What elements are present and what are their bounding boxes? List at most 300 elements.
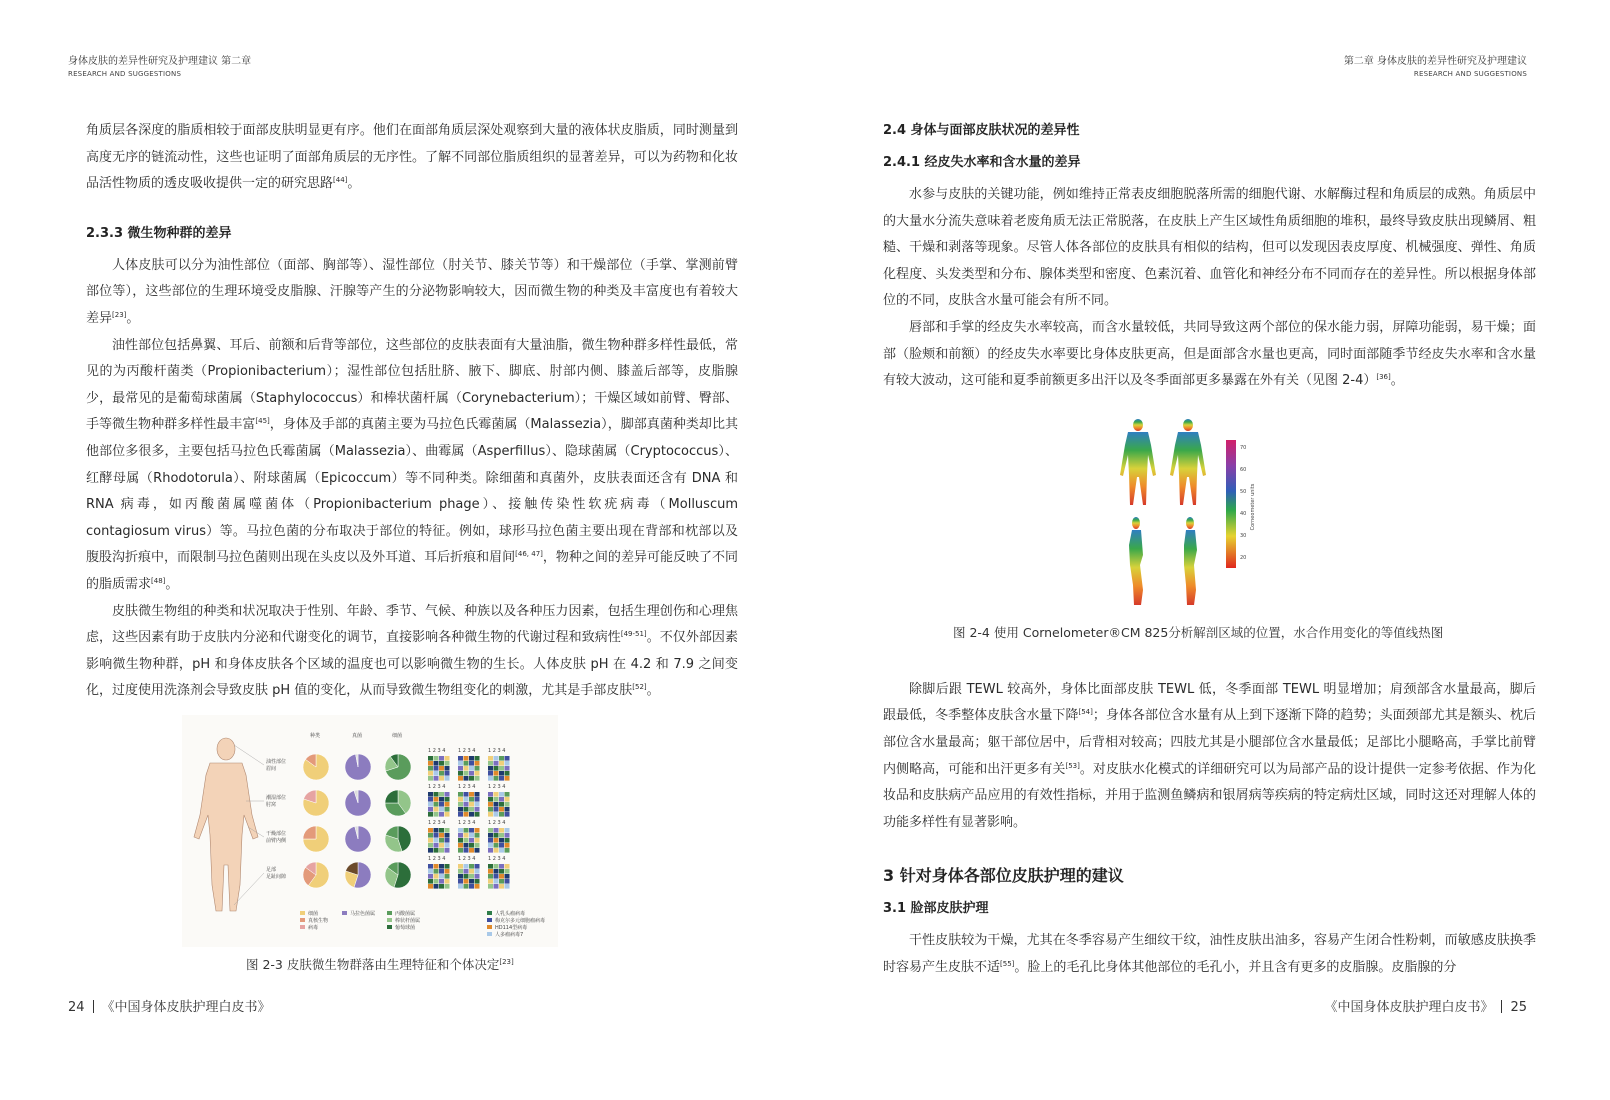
page-footer	[1324, 996, 1527, 1015]
heatmap-cell	[434, 771, 439, 776]
pie-chart	[345, 790, 371, 816]
figure-caption: 图 2-3 皮肤微生物群落由生理特征和个体决定[23]	[246, 956, 514, 972]
heatmap-cell	[428, 864, 433, 869]
heatmap-cell	[475, 797, 480, 802]
heatmap-cell	[469, 761, 474, 766]
heatmap-cell	[469, 812, 474, 817]
heatmap-cell	[475, 843, 480, 848]
heatmap-cell	[434, 776, 439, 781]
citation[interactable]: [52]	[632, 683, 647, 692]
section-heading: 2.4 身体与面部皮肤状况的差异性	[883, 123, 1080, 138]
heatmap-cell	[494, 807, 499, 812]
site-sub-label: 前臂内侧	[266, 837, 287, 844]
heatmap-cell	[445, 874, 450, 879]
side-body-map-right	[1184, 517, 1197, 605]
heatmap-cell	[464, 756, 469, 761]
page-footer	[68, 996, 271, 1015]
heatmap-cell	[464, 864, 469, 869]
heatmap-cell	[439, 771, 444, 776]
heatmap-cell	[439, 756, 444, 761]
heatmap-cell	[505, 843, 510, 848]
heatmap-column-label: 1 2 3 4	[458, 819, 476, 826]
heatmap-cell	[439, 828, 444, 833]
heatmap-cell	[499, 833, 504, 838]
heatmap-cell	[469, 884, 474, 889]
heatmap-cell	[445, 869, 450, 874]
heatmap-cell	[475, 792, 480, 797]
heatmap-cell	[488, 874, 493, 879]
heatmap-cell	[505, 833, 510, 838]
heatmap-cell	[428, 828, 433, 833]
heatmap-cell	[494, 884, 499, 889]
heatmap-cell	[439, 812, 444, 817]
heatmap-column-label: 1 2 3 4	[428, 855, 446, 862]
heatmap-cell	[434, 869, 439, 874]
heatmap-column-label: 1 2 3 4	[458, 855, 476, 862]
heatmap-cell	[428, 792, 433, 797]
heatmap-cell	[475, 848, 480, 853]
heatmap-cell	[499, 792, 504, 797]
scale-label: Corneometer units	[1250, 483, 1256, 531]
heatmap-cell	[458, 766, 463, 771]
heatmap-cell	[434, 884, 439, 889]
heatmap-cell	[494, 771, 499, 776]
heatmap-column-label: 1 2 3 4	[488, 855, 506, 862]
footer-divider	[1501, 1000, 1502, 1013]
heatmap-cell	[445, 776, 450, 781]
heatmap-cell	[458, 776, 463, 781]
heatmap-cell	[488, 864, 493, 869]
citation[interactable]: [23]	[112, 310, 127, 319]
heatmap-cell	[458, 838, 463, 843]
heatmap-cell	[505, 884, 510, 889]
heatmap-cell	[475, 874, 480, 879]
heatmap-cell	[464, 802, 469, 807]
heatmap-cell	[428, 797, 433, 802]
heatmap-cell	[428, 884, 433, 889]
heatmap-cell	[445, 879, 450, 884]
color-scale-bar	[1226, 440, 1236, 568]
column-header: 真菌	[352, 732, 363, 739]
legend-label: 真核生物	[308, 917, 329, 924]
heatmap-cell	[475, 869, 480, 874]
heatmap-cell	[505, 756, 510, 761]
citation[interactable]: [45]	[255, 417, 270, 426]
legend-label: 马拉色菌属	[350, 910, 376, 917]
heatmap-cell	[494, 802, 499, 807]
right-page	[805, 0, 1610, 1100]
heatmap-cell	[488, 761, 493, 766]
citation[interactable]: [49-51]	[620, 630, 647, 639]
pie-chart	[385, 862, 411, 888]
heatmap-cell	[488, 838, 493, 843]
heatmap-cell	[505, 797, 510, 802]
heatmap-cell	[475, 756, 480, 761]
pie-chart	[385, 790, 411, 816]
site-label: 潮湿部位	[266, 794, 287, 801]
legend-label: 病毒	[308, 924, 319, 931]
pie-chart	[345, 826, 371, 852]
heatmap-column-label: 1 2 3 4	[488, 783, 506, 790]
running-header	[68, 55, 251, 81]
heatmap-cell	[505, 776, 510, 781]
microbiome-figure	[182, 715, 558, 947]
heatmap-cell	[499, 879, 504, 884]
heatmap-cell	[505, 802, 510, 807]
heatmap-cell	[434, 848, 439, 853]
heatmap-cell	[445, 807, 450, 812]
heatmap-cell	[494, 756, 499, 761]
heatmap-cell	[499, 828, 504, 833]
pie-slice	[303, 826, 316, 839]
figure-caption: 图 2-4 使用 Cornelometer®CM 825分析解剖区域的位置，水合作用变化的等值线热图	[953, 624, 1444, 640]
heatmap-cell	[505, 792, 510, 797]
heatmap-cell	[475, 776, 480, 781]
heatmap-cell	[494, 812, 499, 817]
pie-grid	[303, 754, 411, 888]
heatmap-cell	[428, 833, 433, 838]
heatmap-cell	[475, 766, 480, 771]
heatmap-cell	[464, 812, 469, 817]
heatmap-cell	[445, 833, 450, 838]
heatmap-cell	[434, 797, 439, 802]
heatmap-column-label: 1 2 3 4	[458, 783, 476, 790]
heatmap-cell	[464, 869, 469, 874]
scale-tick-label: 20	[1240, 554, 1247, 561]
section-heading: 2.3.3 微生物种群的差异	[86, 225, 232, 241]
scale-tick-label: 60	[1240, 466, 1247, 473]
heatmap-cell	[434, 812, 439, 817]
heatmap-cell	[434, 843, 439, 848]
heatmap-cell	[469, 807, 474, 812]
heatmap-cell	[488, 812, 493, 817]
heatmap-cell	[464, 838, 469, 843]
heatmap-cell	[458, 879, 463, 884]
pie-chart	[345, 754, 371, 780]
figure-2-4	[883, 415, 1536, 643]
heatmap-cell	[464, 807, 469, 812]
heatmap-cell	[464, 776, 469, 781]
heatmap-cell	[439, 833, 444, 838]
heatmap-cell	[488, 766, 493, 771]
heatmap-cell	[439, 864, 444, 869]
page-number: 24	[68, 1000, 85, 1015]
heatmap-cell	[428, 879, 433, 884]
heatmap-cell	[505, 766, 510, 771]
citation[interactable]: [46, 47]	[515, 550, 543, 559]
header-title: 身体皮肤的差异性研究及护理建议 第二章	[68, 56, 252, 67]
heatmap-cell	[458, 884, 463, 889]
heatmap-cell	[434, 756, 439, 761]
heatmap-cell	[434, 838, 439, 843]
heatmap-cell	[445, 797, 450, 802]
heatmap-cell	[428, 812, 433, 817]
heatmap-cell	[488, 879, 493, 884]
heatmap-cell	[494, 776, 499, 781]
heatmap-cell	[505, 761, 510, 766]
heatmap-cell	[464, 766, 469, 771]
heatmap-cell	[464, 879, 469, 884]
heatmap-cell	[428, 756, 433, 761]
heatmap-cell	[469, 864, 474, 869]
heatmap-cell	[464, 848, 469, 853]
paragraph: 角质层各深度的脂质相较于面部皮肤明显更有序。他们在面部角质层深处观察到大量的液体状皮脂质，同时测量到高度无序的链流动性，这些也证明了面部角质层的无序性。了解不同部位脂质组织的显著差异，可以为药物和化妆品活性物质的透皮吸收提供一定的研究思路[44]。	[86, 123, 738, 192]
heatmap-cell	[428, 771, 433, 776]
heatmap-cell	[445, 884, 450, 889]
pie-slice	[385, 790, 398, 803]
heatmap-cell	[475, 771, 480, 776]
front-body-map	[1120, 419, 1156, 505]
heatmap-cell	[475, 761, 480, 766]
heatmap-column-label: 1 2 3 4	[428, 747, 446, 754]
heatmap-cell	[458, 869, 463, 874]
citation[interactable]: [48]	[151, 576, 166, 585]
heatmap-cell	[494, 843, 499, 848]
heatmap-cell	[428, 843, 433, 848]
site-sub-label: 眉间	[266, 765, 277, 772]
subsection-heading: 2.4.1 经皮失水率和含水量的差异	[883, 155, 1081, 170]
heatmap-cell	[488, 792, 493, 797]
paragraph: 人体皮肤可以分为油性部位（面部、胸部等）、湿性部位（肘关节、膝关节等）和干燥部位（手掌、掌测前臂部位等），这些部位的生理环境受皮脂腺、汗腺等产生的分泌物影响较大，因而微生物的种类及丰富度也有着较大差异[23]。	[86, 257, 738, 326]
heatmap-cell	[469, 869, 474, 874]
footer-divider	[93, 1000, 94, 1013]
heatmap-cell	[505, 812, 510, 817]
heatmap-cell	[494, 828, 499, 833]
heatmap-cell	[439, 869, 444, 874]
heatmap-cell	[494, 792, 499, 797]
pie-chart	[303, 790, 329, 816]
heatmap-cell	[464, 792, 469, 797]
site-sub-label: 足趾间隙	[266, 873, 287, 880]
paragraph: 皮肤微生物组的种类和状况取决于性别、年龄、季节、气候、种族以及各种压力因素，包括生理创伤和心理焦虑，这些因素有助于皮肤内分泌和代谢变化的调节，直接影响各种微生物的代谢过程和致病性[49-51]。不仅外部因素影响微生物种群，pH 和身体皮肤各个区域的温度也可以影响微生物的生长。人体皮肤 pH 在 4.2 和 7.9 之间变化，过度使用洗涤剂会导致皮肤 pH 值的变化，从而导致微生物组变化的刺激，尤其是手部皮肤[52]。	[86, 603, 738, 699]
heatmap-cell	[475, 838, 480, 843]
book-title: 《中国身体皮肤护理白皮书》	[101, 1000, 271, 1015]
heatmap-cell	[494, 797, 499, 802]
heatmap-cell	[469, 792, 474, 797]
heatmap-cell	[439, 766, 444, 771]
pie-chart	[303, 862, 329, 888]
heatmap-cell	[458, 771, 463, 776]
heatmap-cell	[505, 828, 510, 833]
heatmap-cell	[445, 792, 450, 797]
paragraph: 油性部位包括鼻翼、耳后、前额和后背等部位，这些部位的皮肤表面有大量油脂，微生物种群多样性最低，常见的为丙酸杆菌类（Propionibacterium）；湿性部位包括肚脐、腋下、脚底、肘部内侧、膝盖后部等，皮脂腺少，最常见的是葡萄球菌属（Staphylococcus）和棒状菌杆属（Corynebacterium）；干燥区域如前臂、臀部、手等微生物种群多样性最丰富[45]，身体及手部的真菌主要为马拉色氏霉菌属（Malassezia），脚部真菌种类却比其他部位多很多，主要包括马拉色氏霉菌属（Malassezia）、曲霉属（Asperfillus）、隐球菌属（Cryptococcus）、红酵母属（Rhodotorula）、附球菌属（Epicoccum）等不同种类。除细菌和真菌外，皮肤表面还含有 DNA 和 RNA 病毒，如丙酸菌属噬菌体（Propionibacterium phage）、接触传染性软疣病毒（Molluscum contagiosum virus）等。马拉色菌的分布取决于部位的特征。例如，球形马拉色菌主要出现在背部和枕部以及腹股沟折痕中，而限制马拉色菌则出现在头皮以及外耳道、耳后折痕和眉间[46, 47]，物种之间的差异可能反映了不同的脂质需求[48]。	[86, 337, 738, 592]
heatmap-cell	[428, 838, 433, 843]
heatmap-cell	[488, 828, 493, 833]
heatmap-cell	[464, 797, 469, 802]
heatmap-cell	[434, 802, 439, 807]
heatmap-cell	[505, 864, 510, 869]
heatmap-cell	[445, 761, 450, 766]
heatmap-cell	[494, 874, 499, 879]
heatmap-cell	[428, 766, 433, 771]
heatmap-cell	[445, 756, 450, 761]
heatmap-cell	[428, 848, 433, 853]
heatmap-cell	[475, 812, 480, 817]
heatmap-cell	[469, 828, 474, 833]
heatmap-cell	[469, 797, 474, 802]
heatmap-cell	[445, 812, 450, 817]
heatmap-cell	[475, 802, 480, 807]
header-title: 第二章 身体皮肤的差异性研究及护理建议	[1343, 56, 1527, 67]
heatmap-cell	[458, 807, 463, 812]
citation[interactable]: [53]	[1065, 761, 1080, 770]
heatmap-cell	[464, 761, 469, 766]
pie-chart	[345, 862, 371, 888]
subsection-heading: 3.1 脸部皮肤护理	[883, 901, 989, 917]
heatmap-cell	[458, 833, 463, 838]
heatmap-cell	[464, 843, 469, 848]
heatmap-cell	[475, 879, 480, 884]
heatmap-cell	[505, 879, 510, 884]
heatmap-cell	[434, 864, 439, 869]
heatmap-cell	[469, 771, 474, 776]
heatmap-cell	[439, 838, 444, 843]
heatmap-cell	[458, 756, 463, 761]
column-header: 种类	[310, 732, 321, 739]
heatmap-cell	[499, 776, 504, 781]
running-header	[1344, 55, 1527, 81]
paragraph: 水参与皮肤的关键功能，例如维持正常表皮细胞脱落所需的细胞代谢、水解酶过程和角质层的成熟。角质层中的大量水分流失意味着老废角质无法正常脱落，在皮肤上产生区域性角质细胞的堆积，最终导致皮肤出现鳞屑、粗糙、干燥和剥落等现象。尽管人体各部位的皮肤具有相似的结构，但可以发现因表皮厚度、机械强度、弹性、角质化程度、头发类型和分布、腺体类型和密度、色素沉着、血管化和神经分布不同而存在的差异性。所以根据身体部位的不同，皮肤含水量可能会有所不同。	[883, 187, 1536, 309]
heatmap-cell	[428, 869, 433, 874]
citation[interactable]: [23]	[499, 957, 514, 966]
heatmap-cell	[499, 843, 504, 848]
heatmap-cell	[458, 802, 463, 807]
heatmap-cell	[499, 864, 504, 869]
heatmap-cell	[469, 838, 474, 843]
heatmap-cell	[505, 838, 510, 843]
heatmap-cell	[488, 833, 493, 838]
page-number: 25	[1510, 1000, 1527, 1015]
citation[interactable]: [54]	[1078, 708, 1093, 717]
site-label: 干燥部位	[266, 830, 287, 837]
citation[interactable]: [36]	[1376, 373, 1391, 382]
scale-tick-label: 40	[1240, 510, 1247, 517]
heatmap-cell	[475, 828, 480, 833]
heatmap-cell	[439, 802, 444, 807]
heatmap-cell	[445, 864, 450, 869]
heatmap-cell	[445, 771, 450, 776]
heatmap-cell	[494, 848, 499, 853]
heatmap-cell	[445, 766, 450, 771]
site-sub-label: 肘窝	[266, 801, 277, 808]
heatmap-cell	[469, 776, 474, 781]
heatmap-cell	[499, 838, 504, 843]
citation[interactable]: [44]	[333, 176, 348, 185]
heatmap-cell	[464, 874, 469, 879]
side-body-map-left	[1129, 517, 1143, 605]
heatmap-cell	[428, 761, 433, 766]
citation[interactable]: [55]	[1000, 959, 1015, 968]
heatmap-cell	[505, 848, 510, 853]
paragraph: 唇部和手掌的经皮失水率较高，而含水量较低，共同导致这两个部位的保水能力弱，屏障功能弱，易干燥；面部（脸颊和前额）的经皮失水率要比身体皮肤更高，但是面部含水量也更高，同时面部随季节经皮失水率和含水量有较大波动，这可能和夏季前额更多出汗以及冬季面部更多暴露在外有关（见图 2-4）[36]。	[883, 319, 1536, 389]
heatmap-cell	[439, 843, 444, 848]
heatmap-cell	[439, 797, 444, 802]
heatmap-cell	[445, 838, 450, 843]
site-label: 油性部位	[266, 758, 287, 765]
site-label: 足部	[266, 866, 277, 873]
heatmap-cell	[428, 874, 433, 879]
legend-label: 人多瘤病毒7	[495, 931, 524, 938]
heatmap-column-label: 1 2 3 4	[488, 819, 506, 826]
heatmap-cell	[428, 807, 433, 812]
pie-chart	[303, 754, 329, 780]
heatmap-cell	[488, 797, 493, 802]
pie-chart	[385, 754, 411, 780]
heatmap-cell	[494, 864, 499, 869]
scale-tick-label: 50	[1240, 488, 1247, 495]
heatmap-cell	[469, 843, 474, 848]
heatmap-cell	[488, 807, 493, 812]
heatmap-cell	[499, 869, 504, 874]
header-subtitle: RESEARCH AND SUGGESTIONS	[1413, 70, 1527, 78]
heatmap-cell	[458, 812, 463, 817]
heatmap-cell	[464, 771, 469, 776]
heatmap-cell	[434, 874, 439, 879]
heatmap-cell	[494, 879, 499, 884]
heatmap-cell	[445, 843, 450, 848]
heatmap-cell	[469, 879, 474, 884]
heatmap-cell	[499, 771, 504, 776]
heatmap-cell	[458, 761, 463, 766]
heatmap-cell	[499, 848, 504, 853]
heatmap-column-label: 1 2 3 4	[458, 747, 476, 754]
figure-2-3	[86, 715, 738, 975]
heatmap-cell	[458, 792, 463, 797]
pie-chart	[385, 826, 411, 852]
heatmap-cell	[439, 884, 444, 889]
heatmap-cell	[439, 761, 444, 766]
heatmap-cell	[469, 802, 474, 807]
heatmap-cell	[439, 807, 444, 812]
heatmap-cell	[499, 797, 504, 802]
heatmap-cell	[499, 812, 504, 817]
heatmap-cell	[445, 848, 450, 853]
heatmap-cell	[475, 864, 480, 869]
heatmap-cell	[494, 838, 499, 843]
body-illustration	[194, 738, 258, 911]
paragraph: 干性皮肤较为干燥，尤其在冬季容易产生细纹干纹，油性皮肤出油多，容易产生闭合性粉刺，而敏感皮肤换季时容易产生皮肤不适[55]。脸上的毛孔比身体其他部位的毛孔小，并且含有更多的皮脂腺。皮脂腺的分	[883, 933, 1536, 975]
heatmap-cell	[494, 761, 499, 766]
heatmap-cell	[469, 833, 474, 838]
text-column	[86, 118, 738, 975]
legend-label: 葡萄球菌	[395, 924, 416, 931]
heatmap-cell	[464, 884, 469, 889]
heatmap-cell	[488, 802, 493, 807]
heatmap-cell	[439, 879, 444, 884]
pie-chart	[303, 826, 329, 852]
heatmap-cell	[458, 864, 463, 869]
heatmap-cell	[434, 792, 439, 797]
heatmap-cell	[469, 766, 474, 771]
heatmap-cell	[499, 756, 504, 761]
heatmap-column-label: 1 2 3 4	[428, 819, 446, 826]
heatmap-cell	[499, 761, 504, 766]
heatmap-cell	[488, 771, 493, 776]
heatmap-cell	[458, 874, 463, 879]
heatmap-cell	[434, 833, 439, 838]
heatmap-cell	[434, 807, 439, 812]
heatmap-cell	[505, 869, 510, 874]
heatmap-cell	[458, 848, 463, 853]
heatmap-cell	[469, 848, 474, 853]
heatmap-cell	[494, 869, 499, 874]
heatmap-cell	[434, 761, 439, 766]
heatmap-cell	[499, 807, 504, 812]
heatmap-cell	[488, 843, 493, 848]
heatmap-cell	[505, 874, 510, 879]
heatmap-cell	[439, 874, 444, 879]
heatmap-column-label: 1 2 3 4	[488, 747, 506, 754]
